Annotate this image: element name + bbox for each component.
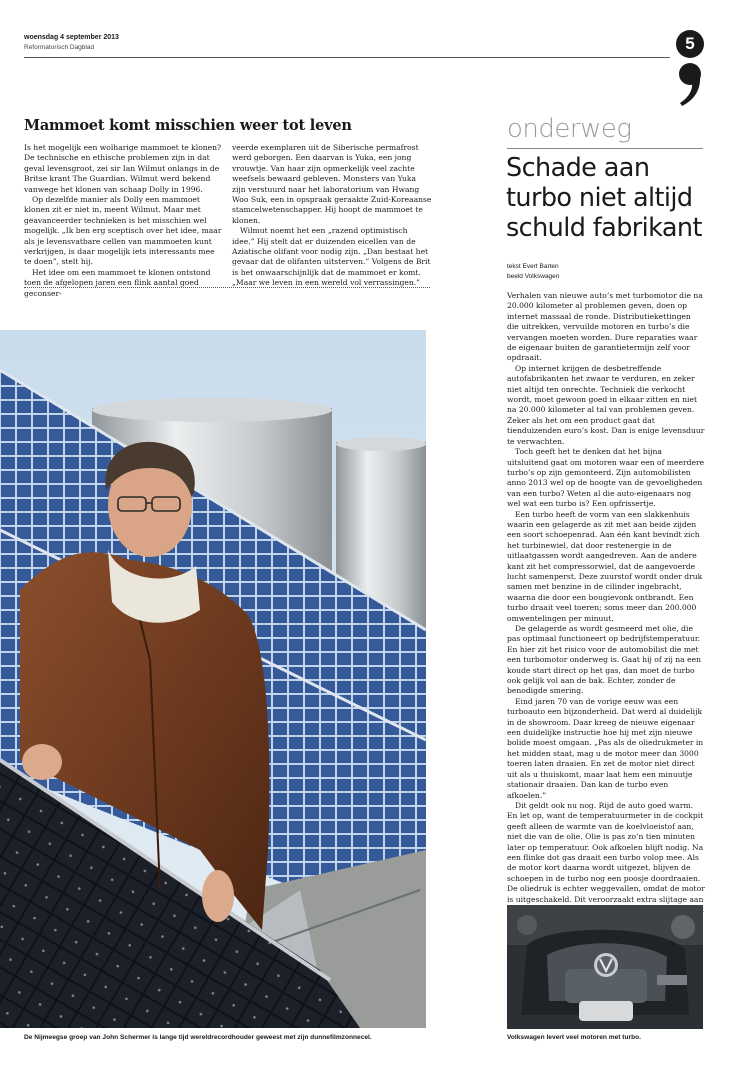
masthead-date: woensdag 4 september 2013: [24, 34, 119, 41]
section-label: onderweg: [507, 114, 632, 144]
paragraph: Dit geldt ook nu nog. Rijd de auto goed warm. En let op, want de temperatuurmeter in de cockpit geeft alleen de warmte van de koelvloeistof aan, niet die van de olie. Olie is pas zo’n tien minuten later op temperatuur. Ook afkoelen blijft nodig. Na een flinke dot gas draait een turbo volop mee. Als de motor kort daarna wordt uitgezet, blijven de schoepen in de turbo nog een poosje doordraaien. De oliedruk is echter weggevallen, omdat de motor is uitgeschakeld. Dit veroorzaakt extra slijtage aan: [507, 800, 705, 904]
paragraph: Wilmut noemt het een „razend optimistisch idee.” Hij stelt dat er duizenden eicellen van de Aziatische olifant voor nodig zijn. „Dan bestaat het gevaar dat de olifanten uitsterven.” Volgens de Brit is het onwaarschijnlijk dat de mammoet er komt. „Maar we leven in een wereld vol verrassingen.”: [232, 226, 431, 288]
byline-image: beeld Volkswagen: [507, 273, 560, 280]
mammoth-headline: Mammoet komt misschien weer tot leven: [24, 117, 352, 134]
byline-text: tekst Evert Barten: [507, 263, 559, 270]
section-divider: [507, 148, 703, 149]
comma-logo-icon: [676, 62, 704, 108]
paragraph: Is het mogelijk een wolharige mammoet te klonen? De technische en ethische problemen zijn in dat geval levensgroot, zei sir Ian Wilmut onlangs in de Britse krant The Guardian. Wilmut werd bekend vanwege het klonen van schaap Dolly in 1996.: [24, 143, 222, 194]
paragraph: Op internet krijgen de desbetreffende autofabrikanten het zwaar te verduren, en zeker niet altijd ten onrechte. Techniek die verkocht wordt, moet gewoon goed in elkaar zitten en niet na 20.000 kilometer al tal van problemen geven. Zeker als het om een product gaat dat tienduizenden euro’s kost. Dan is enige levensduur te verwachten.: [507, 363, 705, 446]
paragraph: Verhalen van nieuwe auto’s met turbomotor die na 20.000 kilometer al problemen geven, doen op internet massaal de ronde. Distributiekettingen die uitrekken, vervuilde motoren en turbo’s die vervangen moeten worden. Dure reparaties waar de eigenaar buiten de garantietermijn zelf voor opdraait.: [507, 291, 703, 363]
paragraph: veerde exemplaren uit de Siberische permafrost werd geborgen. Een daarvan is Yuka, een jong vrouwtje. Van haar zijn opmerkelijk veel zachte weefsels bewaard gebleven. Monsters van Yuka zijn verstuurd naar het laboratorium van Hwang Woo Suk, een in opspraak geraakte Zuid-Koreaanse stamcelwetenschapper. Hij hoopt de mammoet te klonen.: [232, 143, 432, 225]
paragraph: Toch geeft het te denken dat het bijna uitsluitend gaat om motoren waar een of meerdere turbo’s op zijn gemonteerd. Zijn automobilisten anno 2013 wel op de hoogte van de gevoeligheden van een turbo? Weten al die auto-eigenaars nog wel wat een turbo is? Een opfrissertje.: [507, 447, 705, 509]
paragraph: Een turbo heeft de vorm van een slakkenhuis waarin een gelagerde as zit met aan beide zijden een soort schoepenrad. Aan één kant bevindt zich het turbinewiel, dat door restenergie in de uitlaatgassen wordt aangedreven. Aan de andere kant zit het compressorwiel, dat de aangevoerde lucht samenperst. Deze zuurstof wordt onder druk samen met benzine in de cilinder ingebracht, waarna die door een bougievonk ontbrandt. Een turbo draait veel toeren; soms meer dan 200.000 omwentelingen per minuut.: [507, 509, 703, 623]
engine-photo-caption: Volkswagen levert veel motoren met turbo.: [507, 1034, 641, 1041]
paragraph: De gelagerde as wordt gesmeerd met olie, die pas optimaal functioneert op bedrijfstemperatuur. En hier zit het risico voor de automobilist die met een turbomotor onderweg is. Gaat hij of zij na een koude start direct op het gas, dan moet de turbo ook gelijk vol aan de bak. Echter, zonder de benodigde smering.: [507, 624, 701, 696]
turbo-article-body: [507, 291, 705, 988]
turbo-headline: Schade aan turbo niet altijd schuld fabrikant: [506, 153, 702, 243]
solar-panel-photo: [0, 330, 426, 1028]
paragraph: Het idee om een mammoet te klonen ontstond toen de afgelopen jaren een flink aantal goed geconser-: [24, 267, 211, 298]
paragraph: Eind jaren 70 van de vorige eeuw was een turboauto een bijzonderheid. Dat werd al duidelijk in de showroom. Daar kreeg de nieuwe eigenaar een duidelijke instructie hoe hij met zijn nieuwe bolide moest omgaan. „Pas als de oliedrukmeter in het midden staat, mag u de motor meer dan 3000 toeren laten draaien. En zet de motor niet direct uit als u thuiskomt, maar laat hem een minuutje stationair draaien. Dan kan de turbo even afkoelen.”: [507, 696, 704, 800]
byline: [507, 262, 559, 282]
mammoth-column-2: [232, 143, 432, 289]
paragraph: Op dezelfde manier als Dolly een mammoet klonen zit er niet in, meent Wilmut. Maar met geavanceerder technieken is het misschien wel mogelijk. „Ik ben erg sceptisch over het idee, maar als je levensvatbare cellen van mammoeten kunt verkrijgen, is daar mogelijk iets interessants mee te doen”, stelt hij.: [24, 195, 222, 267]
page-number-badge: 5: [676, 30, 704, 58]
solar-photo-caption: De Nijmeegse groep van John Schermer is lange tijd wereldrecordhouder geweest met zijn dunnefilmzonnecel.: [24, 1034, 372, 1041]
dotted-divider: [24, 287, 430, 288]
masthead-divider: [24, 57, 670, 58]
masthead-paper-name: Reformatorisch Dagblad: [24, 44, 95, 51]
engine-photo: [507, 905, 703, 1029]
mammoth-column-1: [24, 143, 222, 299]
